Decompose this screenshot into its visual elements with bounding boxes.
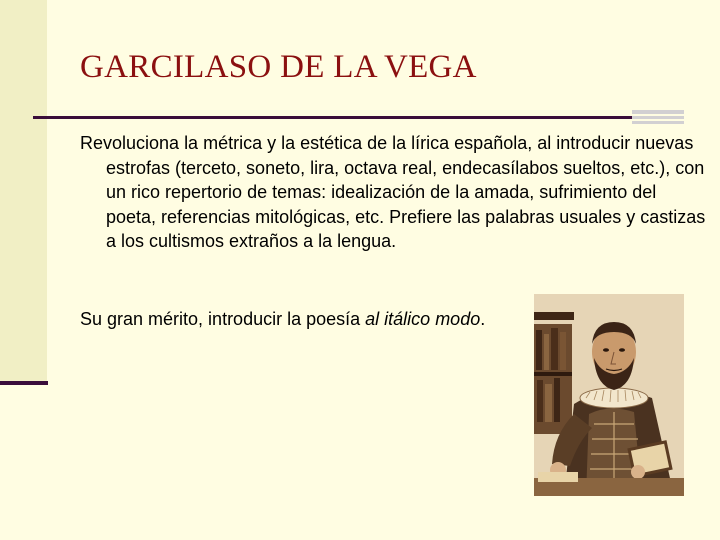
- title-divider: [33, 116, 673, 119]
- title-divider-accent: [632, 110, 684, 124]
- paragraph-2-text: Su gran mérito, introducir la poesía: [80, 309, 366, 329]
- body-paragraph-2: [80, 307, 485, 332]
- side-decoration-band: [0, 0, 47, 384]
- body-paragraph-1: Revoluciona la métrica y la estética de la lírica española, al introducir nuevas estrofas (terceto, soneto, lira, octava real, endecasílabos sueltos, etc.), con un rico repertorio de temas: idealización de la amada, sufrimiento del poeta, referencias mitológicas, etc. Prefiere las palabras usuales y castizas a los cultismos extraños a la lengua.: [80, 133, 706, 252]
- side-decoration-rule: [0, 381, 48, 385]
- paragraph-2-end: .: [480, 309, 486, 329]
- paragraph-2-italic-phrase: al itálico modo: [365, 309, 481, 329]
- portrait-image: [534, 294, 684, 496]
- slide-title: GARCILASO DE LA VEGA: [80, 49, 477, 85]
- portrait-engraving: [534, 294, 684, 496]
